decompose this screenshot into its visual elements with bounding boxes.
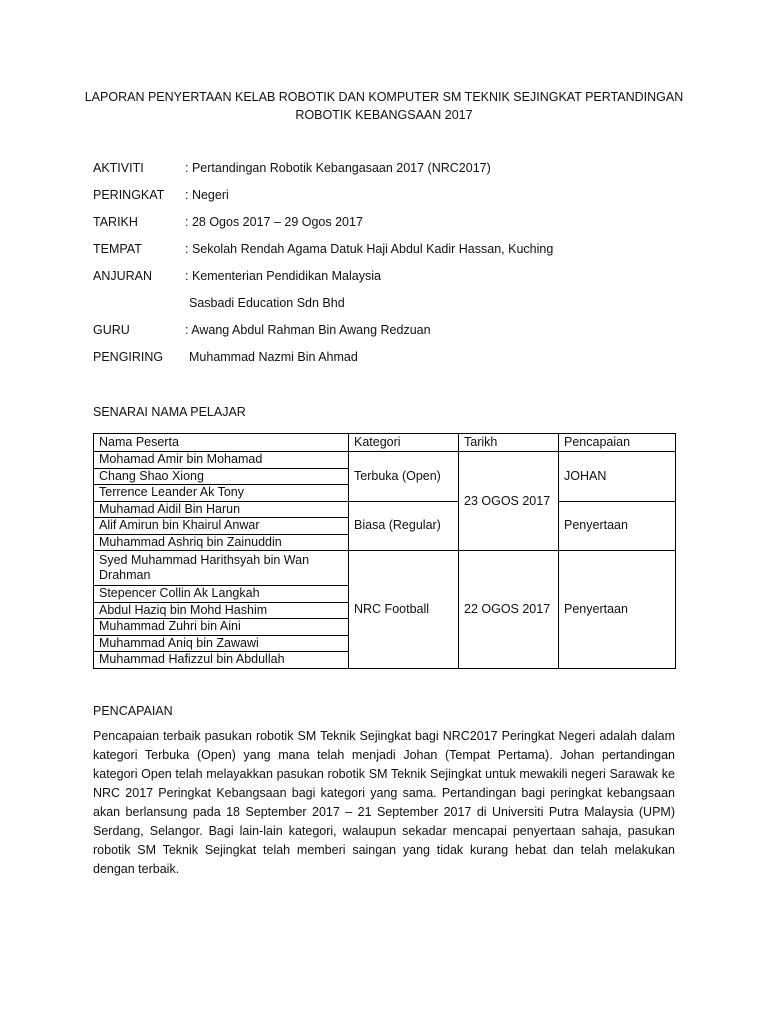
info-row-pengiring	[93, 349, 693, 376]
pencapaian-cell: Penyertaan	[559, 501, 676, 551]
table-row	[94, 551, 676, 586]
info-value: : Pertandingan Robotik Kebangasaan 2017 (NRC2017)	[185, 161, 491, 175]
student-name: Muhammad Aniq bin Zawawi	[94, 635, 349, 652]
header-kategori: Kategori	[349, 434, 459, 452]
info-label: PENGIRING	[93, 350, 164, 364]
kategori-cell: Terbuka (Open)	[349, 452, 459, 502]
header-tarikh: Tarikh	[459, 434, 559, 452]
info-value: : Kementerian Pendidikan Malaysia	[185, 269, 381, 283]
student-name: Muhammad Hafizzul bin Abdullah	[94, 652, 349, 669]
achievement-paragraph: Pencapaian terbaik pasukan robotik SM Teknik Sejingkat bagi NRC2017 Peringkat Negeri adalah dalam kategori Terbuka (Open) yang mana telah menjadi Johan (Tempat Pertama). Johan pertandingan kategori Open telah melayakkan pasukan robotik SM Teknik Sejingkat untuk mewakili negeri Sarawak ke NRC 2017 Peringkat Kebangsaan bagi kategori yang sama. Pertandingan bagi peringkat kebangsaan akan berlansung pada 18 September 2017 – 21 September 2017 di Universiti Putra Malaysia (UPM) Serdang, Selangor. Bagi lain-lain kategori, walaupun sekadar mencapai penyertaan sahaja, pasukan robotik SM Teknik Sejingkat telah memberi saingan yang tidak kurang hebat dan telah melakukan dengan terbaik.	[93, 729, 675, 876]
table-row	[94, 452, 676, 469]
report-title-line-2: ROBOTIK KEBANGSAAN 2017	[295, 108, 473, 122]
student-name: Muhamad Aidil Bin Harun	[94, 501, 349, 518]
info-label: GURU	[93, 323, 130, 337]
info-label: TARIKH	[93, 215, 138, 229]
info-label: ANJURAN	[93, 269, 153, 283]
info-label: AKTIVITI	[93, 161, 144, 175]
student-name: Abdul Haziq bin Mohd Hashim	[94, 602, 349, 619]
info-row-peringkat	[93, 187, 693, 214]
student-name: Stepencer Collin Ak Langkah	[94, 586, 349, 603]
header-nama: Nama Peserta	[94, 434, 349, 452]
achievement-heading: PENCAPAIAN	[93, 704, 173, 718]
info-row-tarikh	[93, 214, 693, 241]
header-pencapaian: Pencapaian	[559, 434, 676, 452]
info-section	[93, 160, 693, 376]
tarikh-cell: 23 OGOS 2017	[459, 452, 559, 551]
info-value: Sasbadi Education Sdn Bhd	[189, 296, 345, 310]
pencapaian-cell: Penyertaan	[559, 551, 676, 669]
students-table	[93, 433, 676, 669]
info-label: TEMPAT	[93, 242, 142, 256]
kategori-cell: Biasa (Regular)	[349, 501, 459, 551]
info-value: : Negeri	[185, 188, 229, 202]
student-name: Mohamad Amir bin Mohamad	[94, 452, 349, 469]
info-row-tempat	[93, 241, 693, 268]
student-name: Muhammad Zuhri bin Aini	[94, 619, 349, 636]
report-title-line-1: LAPORAN PENYERTAAN KELAB ROBOTIK DAN KOMPUTER SM TEKNIK SEJINGKAT PERTANDINGAN	[84, 90, 684, 104]
info-row-aktiviti	[93, 160, 693, 187]
student-name: Syed Muhammad Harithsyah bin Wan Drahman	[94, 551, 349, 586]
info-row-anjuran	[93, 268, 693, 295]
table-header-row	[94, 434, 676, 452]
student-name: Muhammad Ashriq bin Zainuddin	[94, 534, 349, 551]
students-heading: SENARAI NAMA PELAJAR	[93, 405, 246, 419]
student-name: Alif Amirun bin Khairul Anwar	[94, 518, 349, 535]
info-value: : Awang Abdul Rahman Bin Awang Redzuan	[185, 323, 431, 337]
tarikh-cell: 22 OGOS 2017	[459, 551, 559, 669]
student-name: Terrence Leander Ak Tony	[94, 485, 349, 502]
info-row-guru	[93, 322, 693, 349]
student-name: Chang Shao Xiong	[94, 468, 349, 485]
pencapaian-cell: JOHAN	[559, 452, 676, 502]
table-row	[94, 501, 676, 518]
kategori-cell: NRC Football	[349, 551, 459, 669]
report-title	[80, 88, 688, 124]
info-label: PERINGKAT	[93, 188, 165, 202]
info-row-anjuran-2	[93, 295, 693, 322]
info-value: : 28 Ogos 2017 – 29 Ogos 2017	[185, 215, 363, 229]
info-value: Muhammad Nazmi Bin Ahmad	[189, 350, 358, 364]
info-value: : Sekolah Rendah Agama Datuk Haji Abdul Kadir Hassan, Kuching	[185, 242, 554, 256]
